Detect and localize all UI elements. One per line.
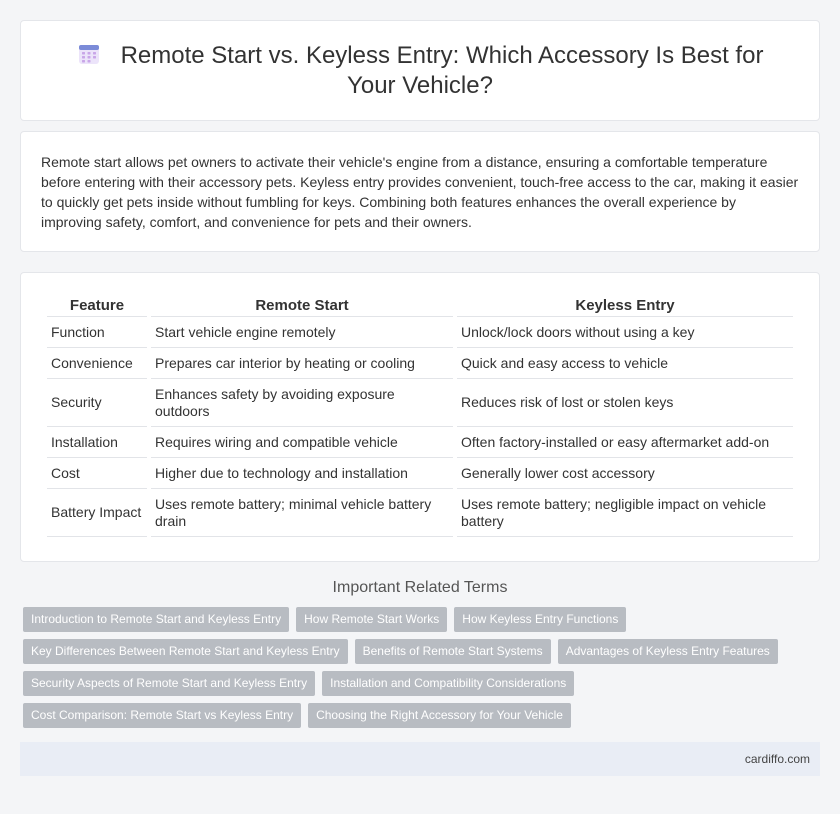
- table-row: [47, 427, 793, 458]
- table-cell: Cost: [47, 458, 147, 489]
- table-header-row: [47, 295, 793, 317]
- related-tag[interactable]: Benefits of Remote Start Systems: [355, 639, 551, 664]
- table-row: [47, 489, 793, 537]
- intro-card: [20, 131, 820, 252]
- related-tag[interactable]: Advantages of Keyless Entry Features: [558, 639, 778, 664]
- header-card: [20, 20, 820, 121]
- table-row: [47, 458, 793, 489]
- related-tag[interactable]: How Keyless Entry Functions: [454, 607, 626, 632]
- related-tag[interactable]: How Remote Start Works: [296, 607, 447, 632]
- table-cell: Quick and easy access to vehicle: [457, 348, 793, 379]
- page-title-text: Remote Start vs. Keyless Entry: Which Accessory Is Best for Your Vehicle?: [120, 41, 764, 99]
- table-cell: Function: [47, 317, 147, 348]
- table-row: [47, 317, 793, 348]
- related-tag[interactable]: Introduction to Remote Start and Keyless Entry: [23, 607, 289, 632]
- table-cell: Start vehicle engine remotely: [151, 317, 453, 348]
- related-terms-section: [0, 579, 840, 728]
- related-terms-tags: [0, 607, 840, 728]
- intro-text: Remote start allows pet owners to activate their vehicle's engine from a distance, ensuring a comfortable temperature before entering with their accessory pets. Keyless entry provides convenient, touch-free access to the car, making it easier to quickly get pets inside without fumbling for keys. Combining both features enhances the overall experience by improving safety, comfort, and convenience for pets and their owners.: [41, 154, 799, 230]
- table-cell: Requires wiring and compatible vehicle: [151, 427, 453, 458]
- page-title: [61, 41, 779, 101]
- table-cell: Generally lower cost accessory: [457, 458, 793, 489]
- table-cell: Higher due to technology and installation: [151, 458, 453, 489]
- table-cell: Prepares car interior by heating or cooling: [151, 348, 453, 379]
- footer-site-link[interactable]: cardiffo.com: [744, 752, 810, 766]
- table-cell: Often factory-installed or easy aftermarket add-on: [457, 427, 793, 458]
- header-remote-start: Remote Start: [151, 295, 453, 317]
- table-cell: Enhances safety by avoiding exposure outdoors: [151, 379, 453, 427]
- table-cell: Reduces risk of lost or stolen keys: [457, 379, 793, 427]
- calendar-icon: [77, 42, 101, 66]
- related-tag[interactable]: Installation and Compatibility Considerations: [322, 671, 574, 696]
- table-cell: Convenience: [47, 348, 147, 379]
- header-feature: Feature: [47, 295, 147, 317]
- related-tag[interactable]: Key Differences Between Remote Start and Keyless Entry: [23, 639, 348, 664]
- header-keyless-entry: Keyless Entry: [457, 295, 793, 317]
- table-cell: Security: [47, 379, 147, 427]
- table-cell: Battery Impact: [47, 489, 147, 537]
- footer: [20, 742, 820, 776]
- table-cell: Unlock/lock doors without using a key: [457, 317, 793, 348]
- table-cell: Uses remote battery; minimal vehicle battery drain: [151, 489, 453, 537]
- table-row: [47, 348, 793, 379]
- table-row: [47, 379, 793, 427]
- comparison-table: [43, 295, 797, 537]
- related-tag[interactable]: Security Aspects of Remote Start and Keyless Entry: [23, 671, 315, 696]
- table-cell: Uses remote battery; negligible impact on vehicle battery: [457, 489, 793, 537]
- related-tag[interactable]: Cost Comparison: Remote Start vs Keyless Entry: [23, 703, 301, 728]
- comparison-table-card: [20, 272, 820, 562]
- table-cell: Installation: [47, 427, 147, 458]
- related-tag[interactable]: Choosing the Right Accessory for Your Vehicle: [308, 703, 571, 728]
- related-terms-title: Important Related Terms: [332, 579, 508, 596]
